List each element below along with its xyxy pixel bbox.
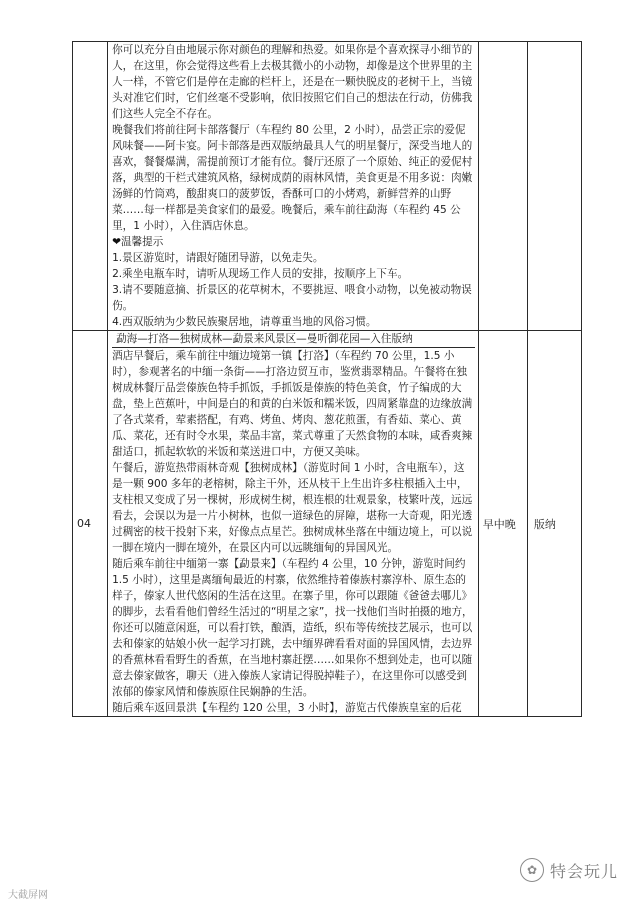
paragraph: 随后乘车返回景洪【车程约 120 公里，3 小时】，游览古代傣族皇室的后花 bbox=[112, 702, 462, 714]
table-row bbox=[73, 331, 582, 717]
stay-cell: 版纳 bbox=[527, 331, 581, 717]
paragraph: 随后乘车前往中缅第一寨【勐景来】（车程约 4 公里，10 分钟，游览时间约 1.5 小时），这里是离缅甸最近的村寨，依然维持着傣族村寨淳朴、原生态的样子，傣家人世代悠闲的生活在这里。在寨子里，你可以跟随《爸爸去哪儿》的脚步，去看看他们曾经生活过的“明星之家”，找一找他们当时拍摄的地方，你还可以随意闲逛，可以看打铁，酿酒，造纸，织布等传统技艺展示，也可以去和傣家的姑娘小伙一起学习打跳，去中缅界碑看看对面的异国风情，去边界的香蕉林看看野生的香蕉，在当地村寨赶摆……如果你不想到处走，也可以随意去傣家做客，聊天（进入傣族人家请记得脱掉鞋子），在这里你可以感受到浓郁的傣家风情和傣族原住民娴静的生活。 bbox=[112, 558, 473, 698]
paragraph: 你可以充分自由地展示你对颜色的理解和热爱。如果你是个喜欢探寻小细节的人，在这里，你会觉得这些看上去极其微小的小动物，却像是这个世界里的主人一样，不管它们是停在走廊的栏杆上，还是在一颗快脱皮的老树干上，当镜头对准它们时，它们丝毫不受影响，依旧按照它们自己的想法在行动，仿佛我们这些人完全不存在。 bbox=[112, 44, 473, 120]
paragraph: 酒店早餐后，乘车前往中缅边境第一镇【打洛】（车程约 70 公里，1.5 小时），参观著名的中缅一条街——打洛边贸互市，鉴赏翡翠精品。午餐将在独树成林餐厅品尝傣族色特手抓饭，手抓饭是傣族的特色美食，竹子编成的大盘，垫上芭蕉叶，中间是白的和黄的白米饭和糯米饭，四周紧靠盘的边缘放满了各式菜肴，荤素搭配，有鸡、烤鱼、烤肉、葱花煎蛋，有香茹、菜心、黄瓜、菜花，还有时令水果，菜品丰富，菜式尊重了天然食物的本味，咸香爽辣甜适口，抓起软软的米饭和菜送进口中，方便又美味。 bbox=[112, 350, 473, 458]
tips-title: ❤温馨提示 bbox=[112, 236, 164, 248]
paragraph: 午餐后，游览热带雨林奇观【独树成林】（游览时间 1 小时，含电瓶车），这是一颗 900 多年的老榕树，除主干外，还从枝干上生出许多柱根插入土中，支柱根又变成了另一棵树，形成树生树，根连根的壮观景象，枝繁叶茂，远远看去，会误以为是一片小树林，也似一道绿色的屏障，堪称一大奇观，阳光透过稠密的枝干投射下来，好像点点星芒。独树成林坐落在中缅边境上，可以说一脚在境内一脚在境外，在景区内可以远眺缅甸的异国风光。 bbox=[112, 462, 473, 554]
itinerary-content bbox=[108, 42, 479, 331]
brand-watermark bbox=[520, 858, 618, 882]
tip-item: 4.西双版纳为少数民族聚居地，请尊重当地的风俗习惯。 bbox=[112, 316, 377, 328]
tip-item: 3.请不要随意摘、折景区的花草树木，不要挑逗、喂食小动物，以免被动物误伤。 bbox=[112, 284, 472, 312]
meals-cell: 早中晚 bbox=[478, 331, 527, 717]
itinerary-content bbox=[108, 331, 479, 717]
brand-name: 特会玩儿 bbox=[550, 861, 619, 881]
day-cell bbox=[73, 42, 108, 331]
table-row bbox=[73, 42, 582, 331]
tip-item: 1.景区游览时，请跟好随团导游，以免走失。 bbox=[112, 252, 324, 264]
meals-cell bbox=[478, 42, 527, 331]
itinerary-table bbox=[72, 41, 582, 717]
paragraph: 晚餐我们将前往阿卡部落餐厅（车程约 80 公里，2 小时），品尝正宗的爱伲风味餐——阿卡宴。阿卡部落是西双版纳最具人气的明星餐厅，深受当地人的喜欢，餐餐爆满，需提前预订才能有位。餐厅还原了一个原始、纯正的爱伲村落，典型的干栏式建筑风格，绿树成荫的雨林风情，美食更是不用多说：肉嫩汤鲜的竹筒鸡，酸甜爽口的菠萝饭，香酥可口的小烤鸡，新鲜营养的山野菜……每一样都是美食家们的最爱。晚餐后，乘车前往勐海（车程约 45 公里，1 小时），入住酒店休息。 bbox=[112, 124, 473, 232]
route-header: 勐海—打洛—独树成林—勐景来风景区—曼听御花园—入住版纳 bbox=[112, 331, 475, 348]
day-cell: 04 bbox=[73, 331, 108, 717]
wechat-logo-icon: ✿ bbox=[520, 858, 544, 882]
heart-icon: ❤ bbox=[112, 236, 121, 248]
tip-item: 2.乘坐电瓶车时，请听从现场工作人员的安排，按顺序上下车。 bbox=[112, 268, 409, 280]
stay-cell bbox=[527, 42, 581, 331]
watermark-text: 大截屏网 bbox=[8, 890, 48, 901]
